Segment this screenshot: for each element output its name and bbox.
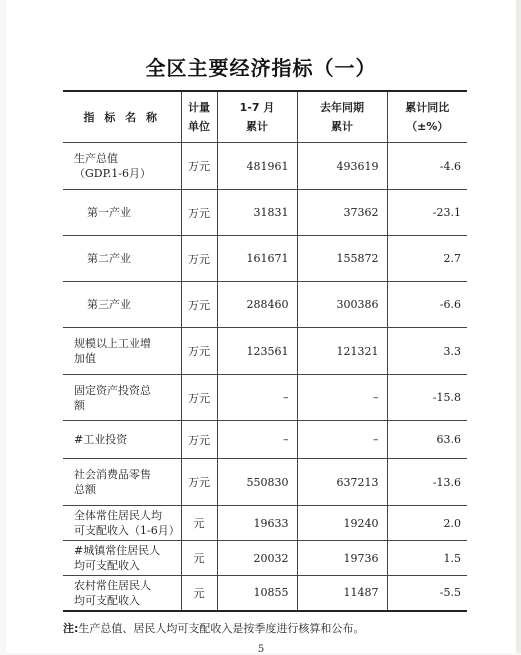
indicator-name-line2: 额 bbox=[74, 398, 85, 412]
unit-cell: 元 bbox=[181, 576, 217, 611]
table-row bbox=[63, 506, 467, 541]
last-year-value-cell: 11487 bbox=[297, 576, 387, 611]
indicator-name: 规模以上工业增 bbox=[74, 337, 151, 350]
page-gutter bbox=[516, 0, 521, 653]
current-value-cell: – bbox=[217, 421, 297, 459]
indicator-name: 社会消费品零售 bbox=[74, 468, 151, 481]
unit-cell: 元 bbox=[181, 541, 217, 576]
table-row bbox=[63, 236, 467, 282]
yoy-change-cell: 2.0 bbox=[387, 506, 467, 541]
table-row bbox=[63, 421, 467, 459]
table-row bbox=[63, 143, 467, 190]
last-year-value-cell: 19240 bbox=[297, 506, 387, 541]
last-year-value-cell: – bbox=[297, 375, 387, 421]
yoy-change-cell: 3.3 bbox=[387, 328, 467, 375]
table-row bbox=[63, 328, 467, 375]
yoy-change-cell: -13.6 bbox=[387, 459, 467, 506]
page-title: 全区主要经济指标（一） bbox=[145, 56, 377, 80]
indicator-name: 全体常住居民人均 bbox=[74, 509, 162, 522]
footnote-text: 生产总值、居民人均可支配收入是按季度进行核算和公布。 bbox=[78, 622, 365, 635]
footnote bbox=[63, 620, 364, 636]
indicator-name-line2: 可支配收入（1-6月） bbox=[74, 524, 180, 537]
indicator-name-cell bbox=[63, 236, 181, 282]
current-value-cell: 10855 bbox=[217, 576, 297, 611]
yoy-change-cell: -15.8 bbox=[387, 375, 467, 421]
unit-cell: 万元 bbox=[181, 236, 217, 282]
indicator-name: #工业投资 bbox=[74, 433, 128, 446]
yoy-change-cell: 63.6 bbox=[387, 421, 467, 459]
last-year-value-cell: – bbox=[297, 421, 387, 459]
indicator-name: 第二产业 bbox=[87, 252, 131, 265]
unit-cell: 万元 bbox=[181, 421, 217, 459]
indicator-name-line2: 加值 bbox=[74, 352, 96, 365]
indicator-name: 第三产业 bbox=[87, 298, 131, 311]
last-year-value-cell: 637213 bbox=[297, 459, 387, 506]
document-page bbox=[6, 0, 516, 653]
yoy-change-cell: 1.5 bbox=[387, 541, 467, 576]
indicator-name-line2: 均可支配收入 bbox=[74, 593, 140, 607]
current-value-cell: 123561 bbox=[217, 328, 297, 375]
table-header-row bbox=[63, 91, 467, 143]
footnote-label: 注: bbox=[63, 622, 79, 635]
yoy-change-cell: -6.6 bbox=[387, 282, 467, 328]
unit-cell: 万元 bbox=[181, 282, 217, 328]
yoy-change-cell: -4.6 bbox=[387, 143, 467, 190]
unit-cell: 万元 bbox=[181, 328, 217, 375]
indicator-name-line2: 均可支配收入 bbox=[74, 559, 140, 572]
indicator-name-cell bbox=[63, 506, 181, 541]
last-year-value-cell: 121321 bbox=[297, 328, 387, 375]
indicator-name-line2: 总额 bbox=[74, 483, 96, 496]
indicator-name: 生产总值 bbox=[74, 152, 118, 165]
indicator-name: 固定资产投资总 bbox=[74, 383, 151, 397]
yoy-change-cell: -23.1 bbox=[387, 190, 467, 236]
current-value-cell: 288460 bbox=[217, 282, 297, 328]
table-row bbox=[63, 375, 467, 421]
unit-cell: 万元 bbox=[181, 143, 217, 190]
indicator-name-cell bbox=[63, 459, 181, 506]
current-value-cell: – bbox=[217, 375, 297, 421]
current-value-cell: 20032 bbox=[217, 541, 297, 576]
last-year-value-cell: 19736 bbox=[297, 541, 387, 576]
last-year-value-cell: 37362 bbox=[297, 190, 387, 236]
indicator-name: 农村常住居民人 bbox=[74, 578, 151, 592]
table-row bbox=[63, 190, 467, 236]
indicator-name-cell bbox=[63, 576, 181, 611]
unit-cell: 万元 bbox=[181, 375, 217, 421]
current-value-cell: 19633 bbox=[217, 506, 297, 541]
indicator-name-line2: （GDP.1-6月） bbox=[74, 167, 151, 180]
indicator-name-cell bbox=[63, 421, 181, 459]
indicator-name-cell bbox=[63, 375, 181, 421]
table-row bbox=[63, 459, 467, 506]
indicator-name-cell bbox=[63, 143, 181, 190]
yoy-change-cell: 2.7 bbox=[387, 236, 467, 282]
indicator-name: 第一产业 bbox=[87, 206, 131, 219]
indicator-name-cell bbox=[63, 328, 181, 375]
current-value-cell: 161671 bbox=[217, 236, 297, 282]
header-unit: 计量 单位 bbox=[181, 91, 217, 143]
header-indicator-name: 指 标 名 称 bbox=[63, 91, 181, 143]
header-current-cumulative: 1-7 月 累计 bbox=[217, 91, 297, 143]
current-value-cell: 481961 bbox=[217, 143, 297, 190]
page-number: 5 bbox=[257, 644, 265, 655]
indicators-table bbox=[63, 90, 467, 612]
indicator-name-cell bbox=[63, 282, 181, 328]
last-year-value-cell: 493619 bbox=[297, 143, 387, 190]
last-year-value-cell: 300386 bbox=[297, 282, 387, 328]
indicator-name-cell bbox=[63, 190, 181, 236]
unit-cell: 万元 bbox=[181, 459, 217, 506]
last-year-value-cell: 155872 bbox=[297, 236, 387, 282]
current-value-cell: 31831 bbox=[217, 190, 297, 236]
table-row bbox=[63, 541, 467, 576]
table-row bbox=[63, 576, 467, 611]
header-yoy-change: 累计同比 （±%） bbox=[387, 91, 467, 143]
indicator-name: #城镇常住居民人 bbox=[74, 544, 161, 557]
indicator-name-cell bbox=[63, 541, 181, 576]
header-last-year-cumulative: 去年同期 累计 bbox=[297, 91, 387, 143]
yoy-change-cell: -5.5 bbox=[387, 576, 467, 611]
unit-cell: 万元 bbox=[181, 190, 217, 236]
current-value-cell: 550830 bbox=[217, 459, 297, 506]
table-row bbox=[63, 282, 467, 328]
unit-cell: 元 bbox=[181, 506, 217, 541]
